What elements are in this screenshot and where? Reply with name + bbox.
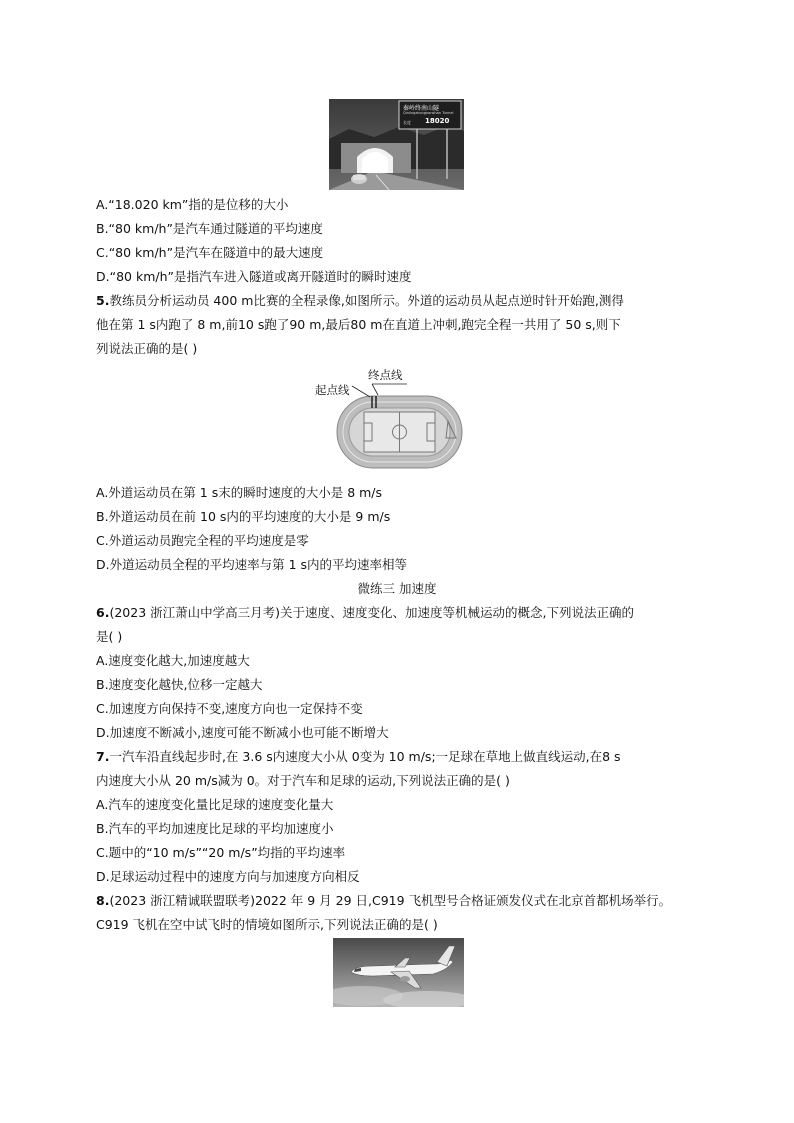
- q6-option-c: C.加速度方向保持不变,速度方向也一定保持不变: [96, 701, 363, 716]
- q6-option-d: D.加速度不断减小,速度可能不断减小也可能不断增大: [96, 725, 389, 740]
- q7-option-d: D.足球运动过程中的速度方向与加速度方向相反: [96, 869, 360, 884]
- finish-line-label: 终点线: [368, 368, 403, 382]
- q7-option-a: A.汽车的速度变化量比足球的速度变化量大: [96, 797, 334, 812]
- q5-number: 5.: [96, 293, 110, 308]
- q4-option-d: D.“80 km/h”是指汽车进入隧道或离开隧道时的瞬时速度: [96, 269, 412, 284]
- q5-option-d: D.外道运动员全程的平均速率与第 1 s内的平均速率相等: [96, 557, 408, 572]
- q8-stem-line-2: C919 飞机在空中试飞时的情境如图所示,下列说法正确的是( ): [96, 917, 438, 932]
- q7-option-c: C.题中的“10 m/s”“20 m/s”均指的平均速率: [96, 845, 346, 860]
- q4-option-c: C.“80 km/h”是汽车在隧道中的最大速度: [96, 245, 324, 260]
- q7-option-b: B.汽车的平均加速度比足球的平均加速度小: [96, 821, 334, 836]
- tunnel-sign-length: 18020: [425, 117, 450, 125]
- tunnel-photo: [329, 99, 464, 190]
- q6-number: 6.: [96, 605, 110, 620]
- running-track-figure: [312, 366, 482, 470]
- start-line-label: 起点线: [315, 383, 350, 397]
- q6-stem-line-1: 6.(2023 浙江萧山中学高三月考)关于速度、速度变化、加速度等机械运动的概念,下列说法正确的: [96, 605, 634, 620]
- q4-option-a: A.“18.020 km”指的是位移的大小: [96, 197, 289, 212]
- q4-option-b: B.“80 km/h”是汽车通过隧道的平均速度: [96, 221, 323, 236]
- q5-stem-line-3: 列说法正确的是( ): [96, 341, 198, 356]
- q7-stem-line-2: 内速度大小从 20 m/s减为 0。对于汽车和足球的运动,下列说法正确的是( ): [96, 773, 510, 788]
- q8-number: 8.: [96, 893, 110, 908]
- tunnel-sign-name-en: Qinlingzhongnanshan Tunnel: [403, 111, 454, 115]
- q6-stem-line-2: 是( ): [96, 629, 123, 644]
- q5-stem-line-1: 5.教练员分析运动员 400 m比赛的全程录像,如图所示。外道的运动员从起点逆时针开始跑,测得: [96, 293, 624, 308]
- airplane-photo: [333, 938, 464, 1007]
- q5-option-b: B.外道运动员在前 10 s内的平均速度的大小是 9 m/s: [96, 509, 391, 524]
- q5-stem-line-2: 他在第 1 s内跑了 8 m,前10 s跑了90 m,最后80 m在直道上冲刺,跑完全程一共用了 50 s,则下: [96, 317, 621, 332]
- q5-option-a: A.外道运动员在第 1 s末的瞬时速度的大小是 8 m/s: [96, 485, 383, 500]
- q6-option-b: B.速度变化越快,位移一定越大: [96, 677, 263, 692]
- tunnel-sign-label: 长度: [403, 120, 411, 125]
- q8-stem-line-1: 8.(2023 浙江精诚联盟联考)2022 年 9 月 29 日,C919 飞机型号合格证颁发仪式在北京首都机场举行。: [96, 893, 672, 908]
- section-title: 微练三 加速度: [357, 581, 437, 596]
- tunnel-sign-name: 秦岭终南山隧: [403, 105, 440, 112]
- q7-stem-line-1: 7.一汽车沿直线起步时,在 3.6 s内速度大小从 0变为 10 m/s;一足球在草地上做直线运动,在8 s: [96, 749, 621, 764]
- q6-option-a: A.速度变化越大,加速度越大: [96, 653, 250, 668]
- q7-number: 7.: [96, 749, 110, 764]
- q5-option-c: C.外道运动员跑完全程的平均速度是零: [96, 533, 309, 548]
